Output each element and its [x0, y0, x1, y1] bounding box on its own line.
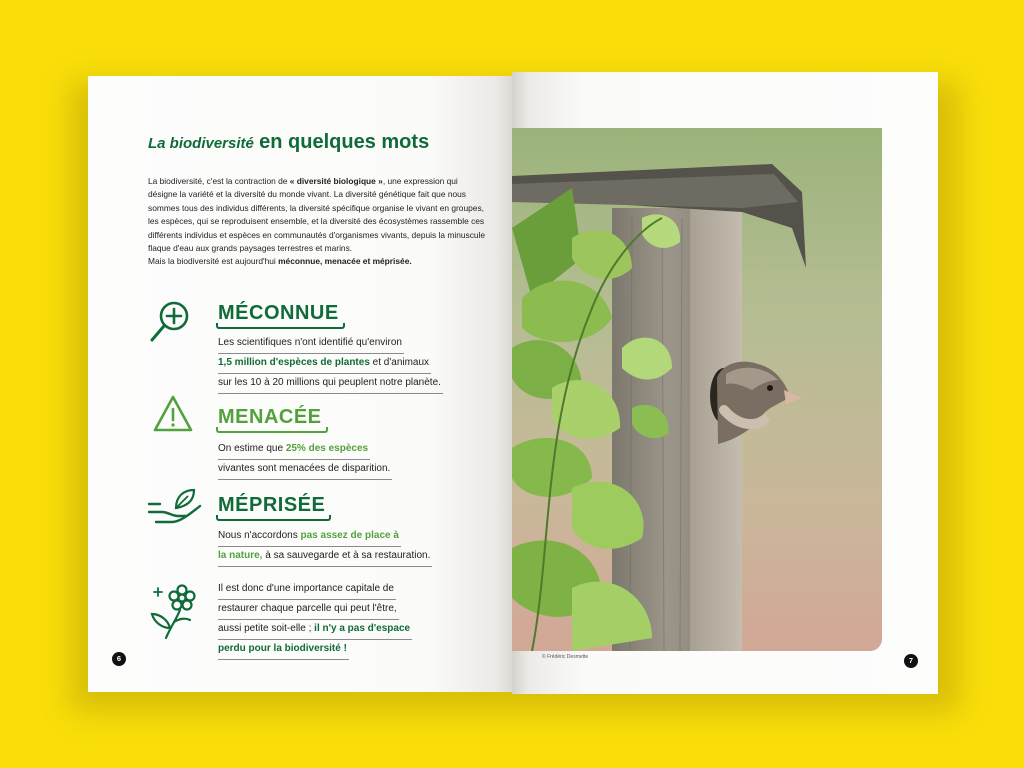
page-number-left: 6 — [112, 652, 126, 666]
hand-leaf-icon — [146, 484, 206, 530]
meconnue-line3 — [218, 374, 443, 394]
meconnue-text-2: et d'animaux — [369, 357, 430, 368]
meconnue-text-1: Les scientifiques n'ont identifié qu'environ — [218, 337, 402, 348]
left-page — [88, 76, 512, 692]
menacee-highlight: 25% des espèces — [285, 443, 369, 454]
badge-meprisee — [218, 494, 325, 517]
badge-meconnue — [218, 302, 339, 325]
meconnue-line2 — [218, 354, 431, 374]
intro-text-3: Mais la biodiversité est aujourd'hui — [148, 256, 279, 267]
intro-text-2: , une expression qui désigne la variété et la diversité du monde vivant. La diversité génétique fait que nous sommes tous des individus différents, la diversité spécifique organise le vivant en groupes, les espèces, qui se reproduisent ensemble, et la diversité des écosystèmes rassemble ces différents individus et espèces en communautés d'organismes vivants, depuis la minuscule flaque d'eau aux grands paysages terrestres et marins. — [148, 176, 486, 254]
meprisee-highlight-2: la nature, — [218, 550, 263, 561]
conclusion-line3 — [218, 620, 412, 640]
conclusion-text-1: Il est donc d'une importance capitale de — [218, 583, 394, 594]
sparrow-in-birdhouse-photo — [512, 128, 882, 651]
conclusion-paragraph — [218, 580, 412, 660]
meconnue-paragraph — [218, 334, 443, 394]
badge-underline — [216, 515, 331, 521]
title-part1: La biodiversité — [148, 135, 254, 152]
badge-underline — [216, 427, 328, 433]
menacee-text-2: vivantes sont menacées de disparition. — [218, 463, 391, 474]
meconnue-text-3: sur les 10 à 20 millions qui peuplent notre planète. — [218, 377, 441, 388]
meprisee-paragraph — [218, 527, 432, 567]
photo-illustration — [512, 128, 882, 651]
meprisee-line2 — [218, 547, 432, 567]
menacee-paragraph — [218, 440, 392, 480]
meprisee-line1 — [218, 527, 401, 547]
title-part2: en quelques mots — [259, 131, 430, 153]
badge-underline — [216, 323, 345, 329]
menacee-text-1: On estime que — [218, 443, 286, 454]
warning-triangle-icon — [152, 394, 194, 434]
meconnue-highlight: 1,5 million d'espèces de plantes — [218, 357, 370, 368]
conclusion-text-3: aussi petite soit-elle ; — [218, 623, 315, 634]
right-page — [512, 72, 938, 694]
intro-bold-2: méconnue, menacée et méprisée. — [278, 256, 412, 267]
intro-bold-1: « diversité biologique » — [289, 176, 383, 186]
badge-menacee-label: MENACÉE — [218, 406, 322, 428]
conclusion-highlight-2: perdu pour la biodiversité ! — [218, 643, 347, 654]
conclusion-line4 — [218, 640, 349, 660]
conclusion-line1 — [218, 580, 396, 600]
badge-meconnue-label: MÉCONNUE — [218, 302, 339, 324]
intro-text-1: La biodiversité, c'est la contraction de — [148, 176, 290, 186]
conclusion-highlight-1: il n'y a pas d'espace — [314, 623, 411, 634]
meprisee-text-1: Nous n'accordons — [218, 530, 301, 541]
meconnue-line1 — [218, 334, 404, 354]
conclusion-line2 — [218, 600, 399, 620]
magnifier-plus-icon — [146, 298, 194, 346]
conclusion-text-2: restaurer chaque parcelle qui peut l'être, — [218, 603, 397, 614]
menacee-line1 — [218, 440, 370, 460]
photo-credit: © Frédéric Desmette — [542, 654, 589, 660]
menacee-line2 — [218, 460, 392, 480]
page-title — [148, 131, 429, 154]
intro-paragraph — [148, 175, 488, 269]
badge-meprisee-label: MÉPRISÉE — [218, 494, 326, 516]
badge-menacee — [218, 406, 322, 429]
page-number-right: 7 — [904, 654, 918, 668]
flower-icon — [146, 584, 200, 642]
meprisee-text-2: à sa sauvegarde et à sa restauration. — [262, 550, 431, 561]
meprisee-highlight-1: pas assez de place à — [300, 530, 399, 541]
